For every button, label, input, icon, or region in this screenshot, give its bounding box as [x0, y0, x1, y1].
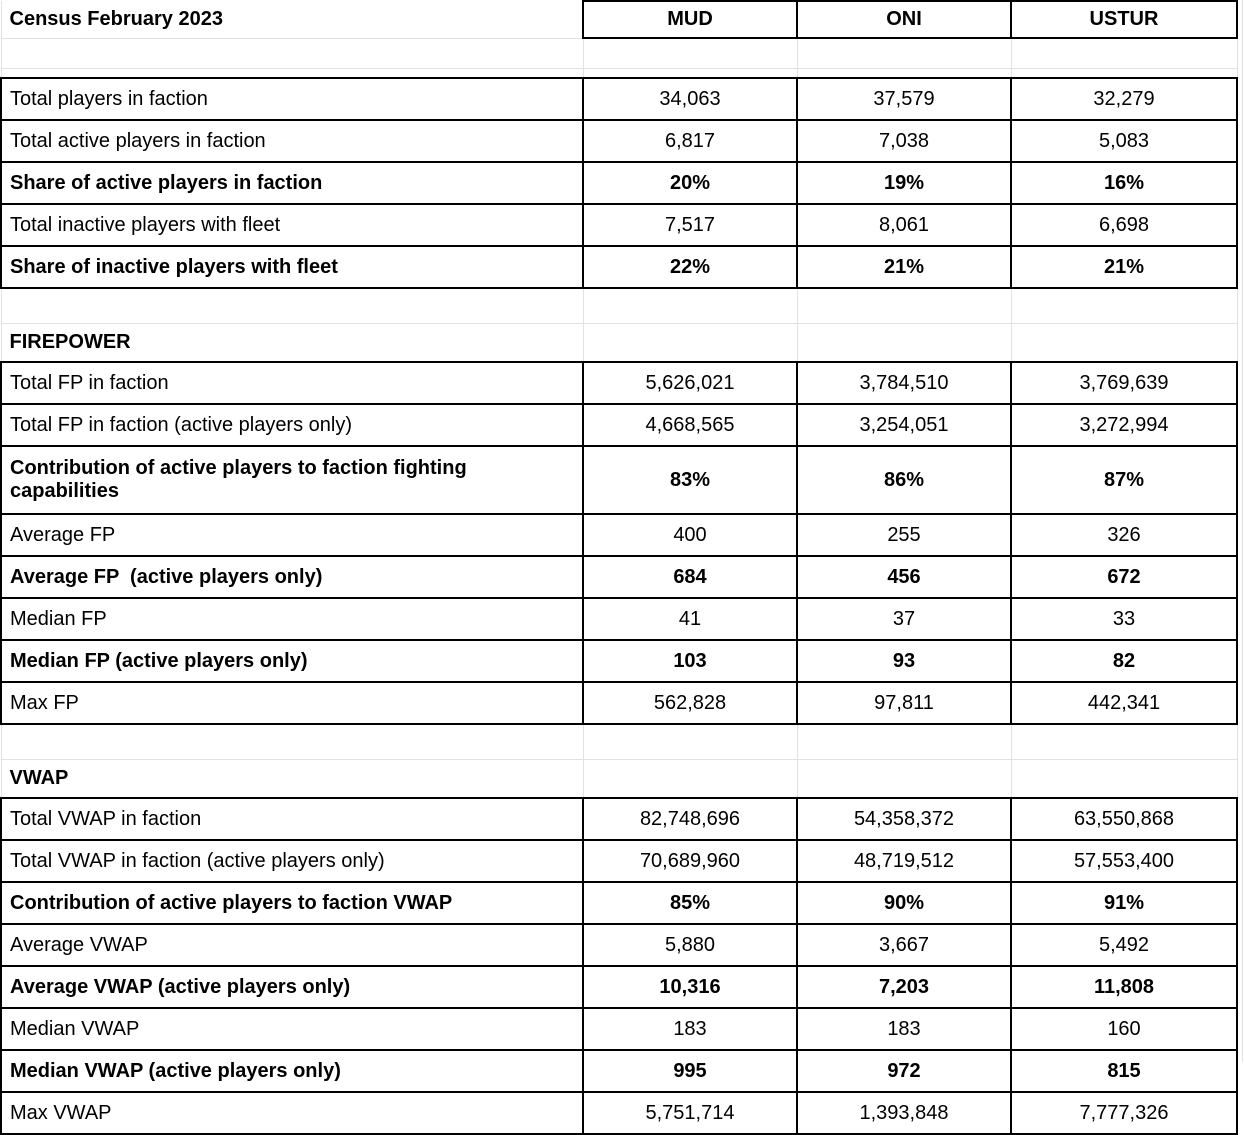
grid-line	[1242, 0, 1243, 1062]
table-title: Census February 2023	[1, 1, 583, 38]
cell-oni: 972	[797, 1050, 1011, 1092]
cell-ustur: 326	[1011, 514, 1237, 556]
empty-cell	[583, 724, 797, 760]
section-gap-vwap	[1, 724, 1237, 798]
cell-ustur: 32,279	[1011, 78, 1237, 120]
table-row	[1, 362, 1237, 404]
table-row	[1, 598, 1237, 640]
table-row	[1, 556, 1237, 598]
empty-cell	[583, 69, 797, 79]
row-label: Average FP	[1, 514, 583, 556]
table-row	[1, 514, 1237, 556]
row-label: Max FP	[1, 682, 583, 724]
cell-mud: 5,626,021	[583, 362, 797, 404]
spacer-row	[1, 69, 1237, 79]
section-title-row	[1, 324, 1237, 363]
section-title-vwap: VWAP	[1, 760, 583, 799]
row-label: Average VWAP (active players only)	[1, 966, 583, 1008]
cell-oni: 3,784,510	[797, 362, 1011, 404]
row-label: Total inactive players with fleet	[1, 204, 583, 246]
row-label: Median FP	[1, 598, 583, 640]
cell-ustur: 160	[1011, 1008, 1237, 1050]
empty-cell	[1011, 324, 1237, 363]
row-label: Total FP in faction	[1, 362, 583, 404]
table-row	[1, 1092, 1237, 1134]
empty-cell	[797, 724, 1011, 760]
cell-oni: 456	[797, 556, 1011, 598]
table-row	[1, 1008, 1237, 1050]
section-title-firepower: FIREPOWER	[1, 324, 583, 363]
cell-oni: 3,254,051	[797, 404, 1011, 446]
table-row	[1, 78, 1237, 120]
table-row	[1, 404, 1237, 446]
cell-ustur: 672	[1011, 556, 1237, 598]
table-row	[1, 246, 1237, 288]
cell-ustur: 63,550,868	[1011, 798, 1237, 840]
table-row	[1, 840, 1237, 882]
column-header-oni: ONI	[797, 1, 1011, 38]
empty-cell	[1, 288, 583, 324]
empty-cell	[797, 38, 1011, 69]
empty-cell	[797, 288, 1011, 324]
empty-cell	[1011, 69, 1237, 79]
section-gap-row	[1, 724, 1237, 760]
table-row	[1, 882, 1237, 924]
empty-cell	[583, 324, 797, 363]
cell-oni: 19%	[797, 162, 1011, 204]
cell-oni: 3,667	[797, 924, 1011, 966]
cell-mud: 70,689,960	[583, 840, 797, 882]
cell-mud: 7,517	[583, 204, 797, 246]
cell-oni: 1,393,848	[797, 1092, 1011, 1134]
section-gap-firepower	[1, 288, 1237, 362]
row-label: Share of active players in faction	[1, 162, 583, 204]
row-label: Average FP (active players only)	[1, 556, 583, 598]
table-row	[1, 162, 1237, 204]
section-vwap	[1, 798, 1237, 1134]
cell-ustur: 16%	[1011, 162, 1237, 204]
cell-ustur: 57,553,400	[1011, 840, 1237, 882]
row-label: Total players in faction	[1, 78, 583, 120]
cell-oni: 37	[797, 598, 1011, 640]
empty-cell	[583, 760, 797, 799]
empty-cell	[1, 69, 583, 79]
cell-mud: 5,880	[583, 924, 797, 966]
cell-oni: 48,719,512	[797, 840, 1011, 882]
cell-ustur: 815	[1011, 1050, 1237, 1092]
cell-mud: 103	[583, 640, 797, 682]
header-row	[1, 1, 1237, 38]
row-label: Max VWAP	[1, 1092, 583, 1134]
cell-ustur: 33	[1011, 598, 1237, 640]
cell-mud: 41	[583, 598, 797, 640]
table-row	[1, 682, 1237, 724]
table-row	[1, 924, 1237, 966]
row-label: Total VWAP in faction	[1, 798, 583, 840]
column-header-ustur: USTUR	[1011, 1, 1237, 38]
cell-ustur: 11,808	[1011, 966, 1237, 1008]
cell-mud: 562,828	[583, 682, 797, 724]
cell-oni: 7,203	[797, 966, 1011, 1008]
section-firepower	[1, 362, 1237, 724]
cell-mud: 6,817	[583, 120, 797, 162]
empty-cell	[1011, 760, 1237, 799]
cell-mud: 995	[583, 1050, 797, 1092]
cell-mud: 4,668,565	[583, 404, 797, 446]
cell-oni: 255	[797, 514, 1011, 556]
cell-oni: 8,061	[797, 204, 1011, 246]
empty-cell	[797, 324, 1011, 363]
cell-ustur: 7,777,326	[1011, 1092, 1237, 1134]
cell-oni: 183	[797, 1008, 1011, 1050]
cell-mud: 10,316	[583, 966, 797, 1008]
cell-ustur: 87%	[1011, 446, 1237, 514]
row-label: Contribution of active players to faction VWAP	[1, 882, 583, 924]
table-row	[1, 120, 1237, 162]
empty-cell	[1, 38, 583, 69]
table-row	[1, 640, 1237, 682]
table-row	[1, 446, 1237, 514]
cell-oni: 86%	[797, 446, 1011, 514]
empty-cell	[1, 724, 583, 760]
cell-mud: 85%	[583, 882, 797, 924]
cell-mud: 83%	[583, 446, 797, 514]
row-label: Total active players in faction	[1, 120, 583, 162]
cell-oni: 97,811	[797, 682, 1011, 724]
empty-cell	[1011, 724, 1237, 760]
table-row	[1, 1050, 1237, 1092]
row-label: Total FP in faction (active players only)	[1, 404, 583, 446]
table-row	[1, 798, 1237, 840]
table-row	[1, 966, 1237, 1008]
cell-oni: 37,579	[797, 78, 1011, 120]
empty-cell	[797, 760, 1011, 799]
empty-cell	[583, 38, 797, 69]
row-label: Total VWAP in faction (active players only)	[1, 840, 583, 882]
empty-cell	[583, 288, 797, 324]
row-label: Median FP (active players only)	[1, 640, 583, 682]
header-group	[1, 1, 1237, 78]
empty-cell	[797, 69, 1011, 79]
row-label: Median VWAP	[1, 1008, 583, 1050]
row-label: Average VWAP	[1, 924, 583, 966]
row-label: Contribution of active players to faction fighting capabilities	[1, 446, 583, 514]
cell-mud: 684	[583, 556, 797, 598]
cell-ustur: 21%	[1011, 246, 1237, 288]
cell-ustur: 5,083	[1011, 120, 1237, 162]
column-header-mud: MUD	[583, 1, 797, 38]
cell-ustur: 5,492	[1011, 924, 1237, 966]
row-label: Median VWAP (active players only)	[1, 1050, 583, 1092]
cell-mud: 5,751,714	[583, 1092, 797, 1134]
table-row	[1, 204, 1237, 246]
cell-ustur: 3,272,994	[1011, 404, 1237, 446]
row-label: Share of inactive players with fleet	[1, 246, 583, 288]
section-gap-row	[1, 288, 1237, 324]
empty-cell	[1011, 288, 1237, 324]
cell-mud: 34,063	[583, 78, 797, 120]
cell-mud: 20%	[583, 162, 797, 204]
cell-ustur: 442,341	[1011, 682, 1237, 724]
empty-cell	[1011, 38, 1237, 69]
section-players	[1, 78, 1237, 288]
cell-mud: 82,748,696	[583, 798, 797, 840]
cell-ustur: 82	[1011, 640, 1237, 682]
cell-oni: 21%	[797, 246, 1011, 288]
cell-oni: 7,038	[797, 120, 1011, 162]
spacer-row	[1, 38, 1237, 69]
cell-mud: 400	[583, 514, 797, 556]
section-title-row	[1, 760, 1237, 799]
cell-oni: 90%	[797, 882, 1011, 924]
cell-oni: 93	[797, 640, 1011, 682]
cell-ustur: 3,769,639	[1011, 362, 1237, 404]
cell-ustur: 6,698	[1011, 204, 1237, 246]
cell-ustur: 91%	[1011, 882, 1237, 924]
cell-mud: 183	[583, 1008, 797, 1050]
cell-oni: 54,358,372	[797, 798, 1011, 840]
cell-mud: 22%	[583, 246, 797, 288]
